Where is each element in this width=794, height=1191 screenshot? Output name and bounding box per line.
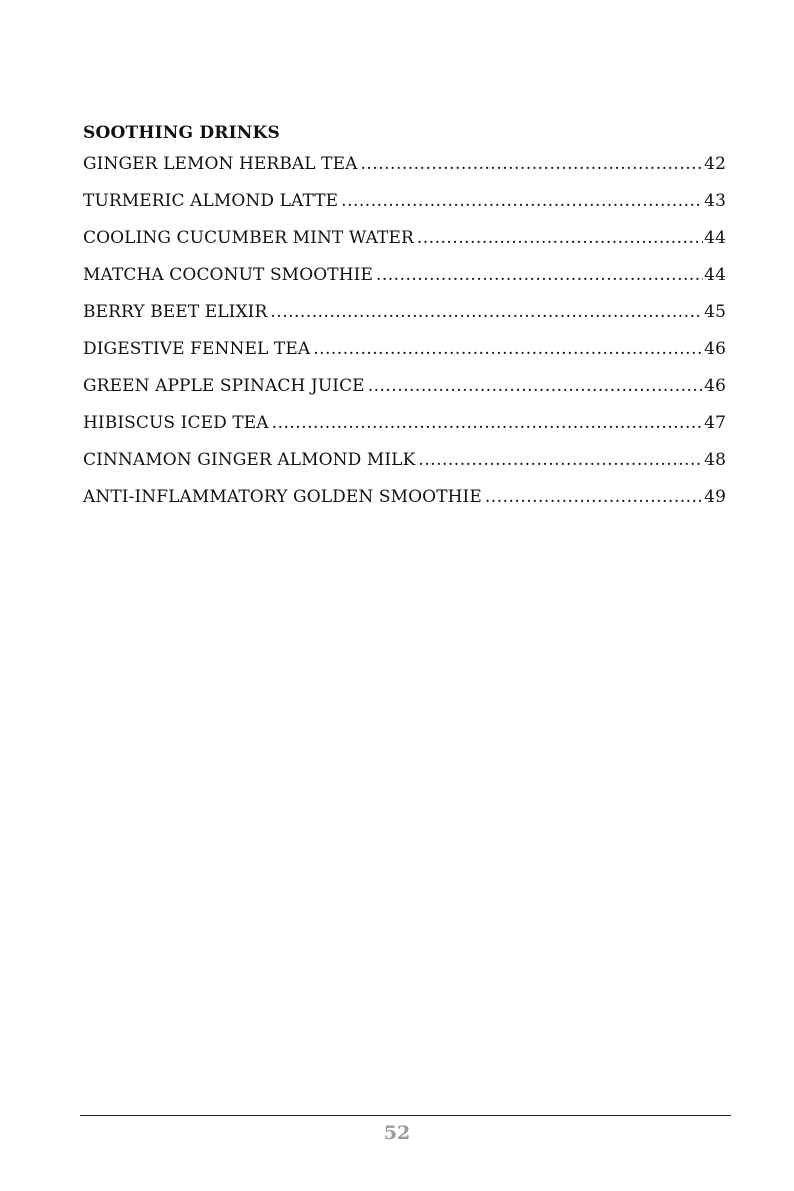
toc-entry-page: 49 (704, 487, 726, 507)
toc-entry[interactable] (83, 220, 726, 257)
dot-leader (272, 405, 703, 442)
dot-leader (418, 442, 703, 479)
toc-entry-page: 44 (704, 228, 726, 248)
dot-leader (376, 257, 703, 294)
toc-entry-title: HIBISCUS ICED TEA (83, 413, 269, 433)
toc-list (83, 146, 726, 516)
toc-entry-title: MATCHA COCONUT SMOOTHIE (83, 265, 373, 285)
toc-entry-page: 48 (704, 450, 726, 470)
toc-entry[interactable] (83, 183, 726, 220)
toc-entry-title: DIGESTIVE FENNEL TEA (83, 339, 311, 359)
toc-entry-title: CINNAMON GINGER ALMOND MILK (83, 450, 416, 470)
toc-entry-page: 46 (704, 339, 726, 359)
toc-entry[interactable] (83, 146, 726, 183)
toc-entry-title: ANTI-INFLAMMATORY GOLDEN SMOOTHIE (83, 487, 482, 507)
dot-leader (417, 220, 703, 257)
toc-entry[interactable] (83, 479, 726, 516)
dot-leader (485, 479, 703, 516)
toc-entry[interactable] (83, 331, 726, 368)
footer-divider (80, 1115, 731, 1116)
toc-entry[interactable] (83, 257, 726, 294)
toc-entry-title: GINGER LEMON HERBAL TEA (83, 154, 358, 174)
dot-leader (270, 294, 703, 331)
toc-entry-page: 44 (704, 265, 726, 285)
toc-entry-page: 45 (704, 302, 726, 322)
toc-entry-page: 47 (704, 413, 726, 433)
toc-entry[interactable] (83, 368, 726, 405)
toc-entry-title: COOLING CUCUMBER MINT WATER (83, 228, 414, 248)
section-heading: SOOTHING DRINKS (83, 123, 280, 143)
dot-leader (368, 368, 703, 405)
table-of-contents (83, 120, 726, 516)
dot-leader (361, 146, 704, 183)
toc-entry[interactable] (83, 294, 726, 331)
toc-entry-title: BERRY BEET ELIXIR (83, 302, 268, 322)
page-number: 52 (383, 1122, 411, 1144)
dot-leader (313, 331, 703, 368)
toc-entry-page: 43 (704, 191, 726, 211)
toc-entry[interactable] (83, 442, 726, 479)
toc-entry-title: TURMERIC ALMOND LATTE (83, 191, 339, 211)
toc-entry[interactable] (83, 405, 726, 442)
toc-entry-page: 42 (704, 154, 726, 174)
dot-leader (341, 183, 703, 220)
toc-entry-title: GREEN APPLE SPINACH JUICE (83, 376, 365, 396)
toc-entry-page: 46 (704, 376, 726, 396)
